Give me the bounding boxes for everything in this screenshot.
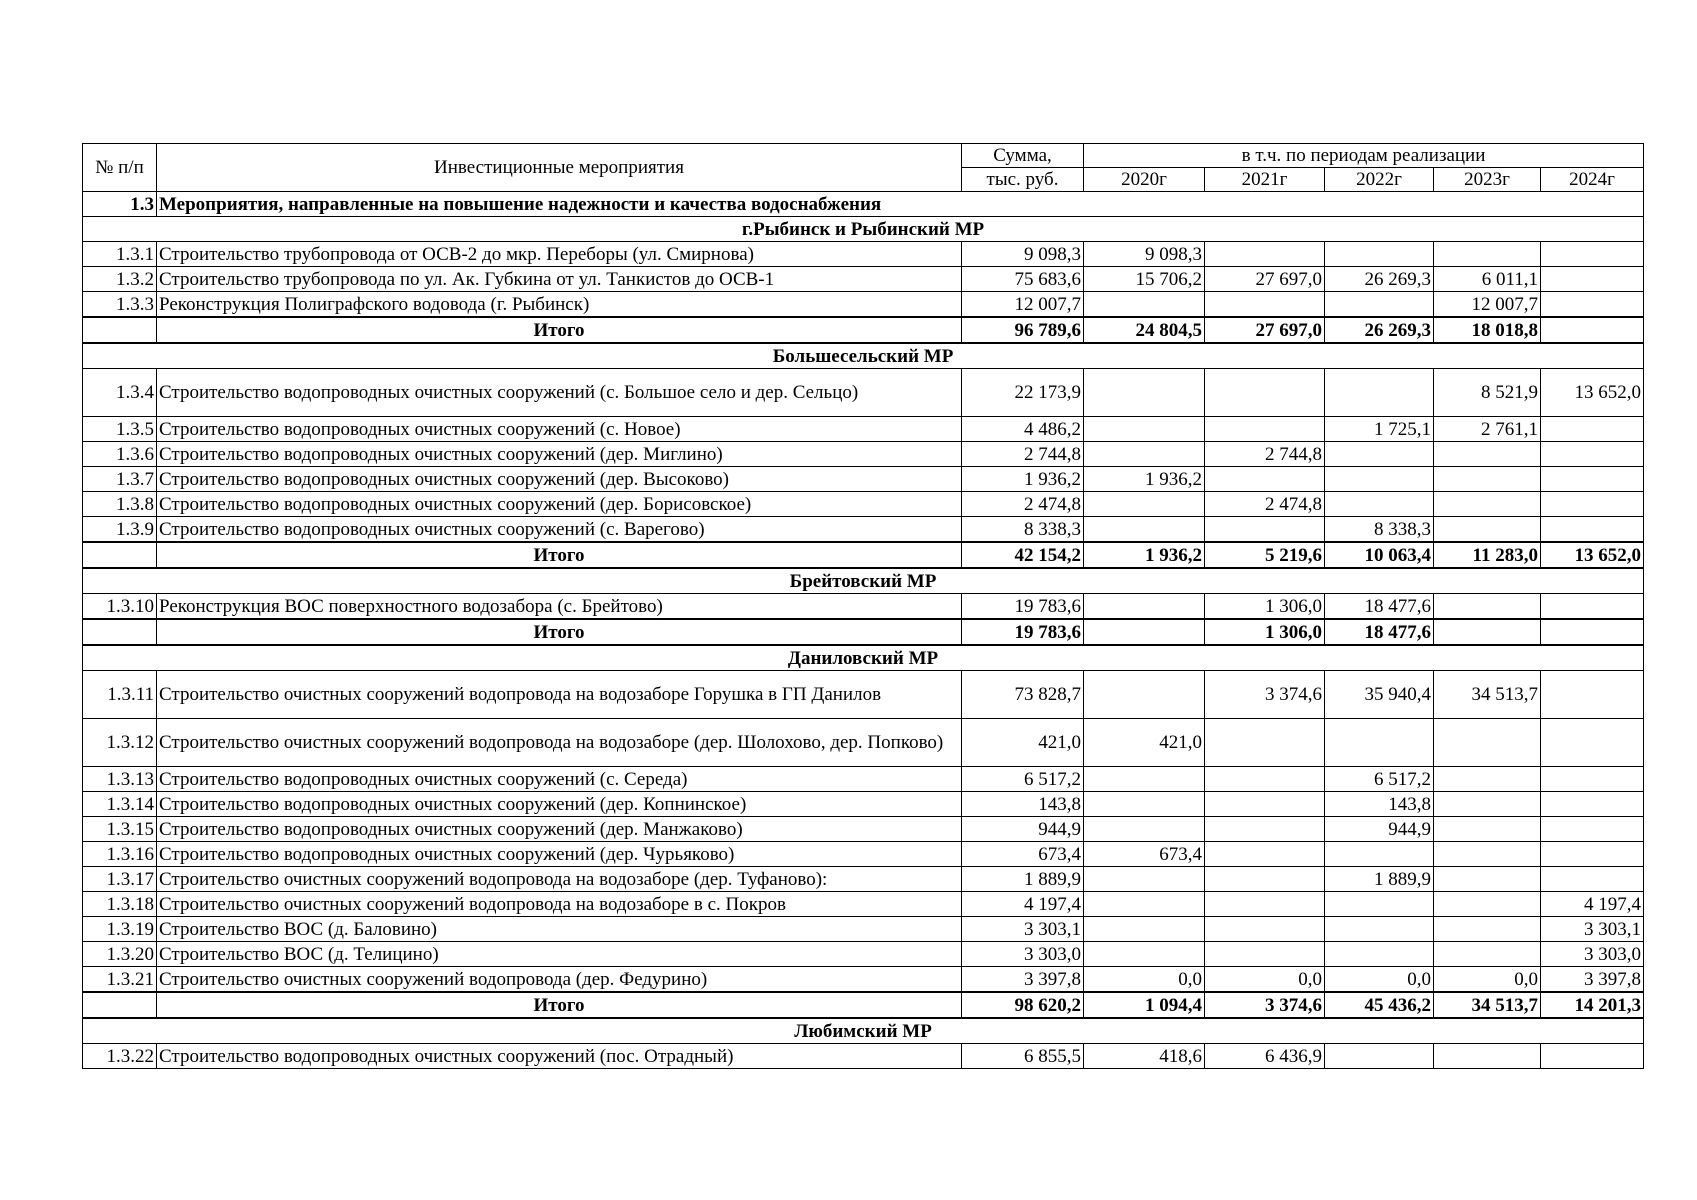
row-year-value: 13 652,0 <box>1541 369 1644 417</box>
row-year-value <box>1205 867 1325 892</box>
row-measure-name: Строительство водопроводных очистных сооружений (пос. Отрадный) <box>157 1044 962 1069</box>
table-body <box>83 144 1644 1069</box>
total-row <box>83 542 1644 568</box>
row-year-value <box>1541 417 1644 442</box>
row-year-value: 1 306,0 <box>1205 594 1325 620</box>
row-year-value <box>1541 517 1644 543</box>
table-row <box>83 719 1644 767</box>
row-year-value <box>1541 842 1644 867</box>
row-year-value <box>1541 767 1644 792</box>
total-year-value: 1 306,0 <box>1205 619 1325 645</box>
total-year-value: 11 283,0 <box>1434 542 1541 568</box>
row-year-value <box>1541 442 1644 467</box>
row-year-value <box>1541 671 1644 719</box>
table-row <box>83 817 1644 842</box>
row-number: 1.3.16 <box>83 842 157 867</box>
row-sum: 3 303,0 <box>962 942 1084 967</box>
row-sum: 1 889,9 <box>962 867 1084 892</box>
total-year-value: 1 936,2 <box>1084 542 1205 568</box>
row-number: 1.3.4 <box>83 369 157 417</box>
row-year-value <box>1205 817 1325 842</box>
row-measure-name: Строительство очистных сооружений водопровода на водозаборе в с. Покров <box>157 892 962 917</box>
row-sum: 2 744,8 <box>962 442 1084 467</box>
row-year-value <box>1084 671 1205 719</box>
total-year-value: 13 652,0 <box>1541 542 1644 568</box>
row-year-value <box>1325 892 1434 917</box>
row-year-value <box>1434 867 1541 892</box>
row-year-value: 1 936,2 <box>1084 467 1205 492</box>
row-year-value: 1 725,1 <box>1325 417 1434 442</box>
row-measure-name: Строительство водопроводных очистных сооружений (с. Большое село и дер. Сельцо) <box>157 369 962 417</box>
row-year-value <box>1434 767 1541 792</box>
row-number: 1.3.8 <box>83 492 157 517</box>
table-row <box>83 594 1644 620</box>
row-year-value <box>1434 442 1541 467</box>
row-measure-name: Строительство очистных сооружений водопровода на водозаборе Горушка в ГП Данилов <box>157 671 962 719</box>
row-year-value <box>1434 792 1541 817</box>
header-sum-line2: тыс. руб. <box>962 168 1084 192</box>
total-number-empty <box>83 542 157 568</box>
header-year: 2022г <box>1325 168 1434 192</box>
row-number: 1.3.12 <box>83 719 157 767</box>
row-sum: 3 303,1 <box>962 917 1084 942</box>
header-measures: Инвестиционные мероприятия <box>157 144 962 192</box>
table-row <box>83 967 1644 993</box>
total-year-value <box>1541 619 1644 645</box>
row-sum: 12 007,7 <box>962 292 1084 318</box>
row-year-value <box>1084 817 1205 842</box>
group-header-row <box>83 568 1644 594</box>
row-number: 1.3.20 <box>83 942 157 967</box>
row-sum: 3 397,8 <box>962 967 1084 993</box>
row-measure-name: Строительство очистных сооружений водопровода (дер. Федурино) <box>157 967 962 993</box>
row-year-value <box>1205 917 1325 942</box>
table-row <box>83 867 1644 892</box>
row-number: 1.3.15 <box>83 817 157 842</box>
row-sum: 4 486,2 <box>962 417 1084 442</box>
row-number: 1.3.7 <box>83 467 157 492</box>
row-year-value <box>1434 1044 1541 1069</box>
row-number: 1.3.18 <box>83 892 157 917</box>
total-year-value: 26 269,3 <box>1325 317 1434 343</box>
header-periods: в т.ч. по периодам реализации <box>1084 144 1644 168</box>
total-row <box>83 992 1644 1018</box>
table-row <box>83 467 1644 492</box>
row-measure-name: Строительство водопроводных очистных сооружений (дер. Манжаково) <box>157 817 962 842</box>
row-year-value: 15 706,2 <box>1084 267 1205 292</box>
investment-table <box>82 143 1644 1069</box>
row-year-value <box>1434 517 1541 543</box>
total-year-value: 10 063,4 <box>1325 542 1434 568</box>
row-year-value <box>1325 292 1434 318</box>
table-row <box>83 892 1644 917</box>
row-year-value <box>1084 867 1205 892</box>
total-sum: 98 620,2 <box>962 992 1084 1018</box>
row-year-value <box>1205 242 1325 267</box>
row-year-value <box>1205 467 1325 492</box>
total-label: Итого <box>157 992 962 1018</box>
row-measure-name: Строительство водопроводных очистных сооружений (дер. Чурьяково) <box>157 842 962 867</box>
row-year-value <box>1325 1044 1434 1069</box>
total-year-value <box>1434 619 1541 645</box>
row-measure-name: Строительство очистных сооружений водопровода на водозаборе (дер. Шолохово, дер. Попково) <box>157 719 962 767</box>
total-row <box>83 317 1644 343</box>
row-year-value: 34 513,7 <box>1434 671 1541 719</box>
row-measure-name: Строительство ВОС (д. Телицино) <box>157 942 962 967</box>
row-measure-name: Строительство очистных сооружений водопровода на водозаборе (дер. Туфаново): <box>157 867 962 892</box>
row-year-value <box>1325 719 1434 767</box>
row-sum: 421,0 <box>962 719 1084 767</box>
table-row <box>83 292 1644 318</box>
row-year-value <box>1084 917 1205 942</box>
table-row <box>83 442 1644 467</box>
row-year-value: 3 397,8 <box>1541 967 1644 993</box>
group-title: Брейтовский МР <box>83 568 1644 594</box>
row-year-value: 2 744,8 <box>1205 442 1325 467</box>
section-row <box>83 192 1644 217</box>
table-row <box>83 492 1644 517</box>
row-year-value <box>1541 867 1644 892</box>
row-year-value <box>1084 942 1205 967</box>
row-year-value: 1 889,9 <box>1325 867 1434 892</box>
total-sum: 19 783,6 <box>962 619 1084 645</box>
row-year-value: 418,6 <box>1084 1044 1205 1069</box>
row-year-value <box>1434 817 1541 842</box>
row-year-value <box>1205 942 1325 967</box>
row-year-value <box>1084 767 1205 792</box>
group-header-row <box>83 217 1644 242</box>
row-year-value <box>1205 892 1325 917</box>
total-sum: 96 789,6 <box>962 317 1084 343</box>
row-measure-name: Строительство водопроводных очистных сооружений (дер. Копнинское) <box>157 792 962 817</box>
header-year: 2021г <box>1205 168 1325 192</box>
total-number-empty <box>83 992 157 1018</box>
total-label: Итого <box>157 619 962 645</box>
row-year-value: 3 374,6 <box>1205 671 1325 719</box>
row-year-value <box>1205 292 1325 318</box>
row-year-value: 143,8 <box>1325 792 1434 817</box>
header-year: 2023г <box>1434 168 1541 192</box>
row-sum: 22 173,9 <box>962 369 1084 417</box>
row-year-value <box>1325 942 1434 967</box>
row-number: 1.3.17 <box>83 867 157 892</box>
row-measure-name: Строительство водопроводных очистных сооружений (дер. Миглино) <box>157 442 962 467</box>
row-sum: 673,4 <box>962 842 1084 867</box>
total-year-value: 5 219,6 <box>1205 542 1325 568</box>
total-year-value: 24 804,5 <box>1084 317 1205 343</box>
total-number-empty <box>83 317 157 343</box>
row-year-value <box>1541 467 1644 492</box>
row-number: 1.3.3 <box>83 292 157 318</box>
row-year-value <box>1434 594 1541 620</box>
row-sum: 9 098,3 <box>962 242 1084 267</box>
row-number: 1.3.1 <box>83 242 157 267</box>
total-year-value: 45 436,2 <box>1325 992 1434 1018</box>
row-number: 1.3.21 <box>83 967 157 993</box>
row-measure-name: Реконструкция Полиграфского водовода (г. Рыбинск) <box>157 292 962 318</box>
total-year-value <box>1541 317 1644 343</box>
group-header-row <box>83 1018 1644 1044</box>
total-year-value: 27 697,0 <box>1205 317 1325 343</box>
group-title: Даниловский МР <box>83 645 1644 671</box>
row-year-value: 8 521,9 <box>1434 369 1541 417</box>
row-sum: 6 517,2 <box>962 767 1084 792</box>
row-year-value <box>1205 767 1325 792</box>
section-title: Мероприятия, направленные на повышение надежности и качества водоснабжения <box>157 192 1644 217</box>
row-year-value: 18 477,6 <box>1325 594 1434 620</box>
row-number: 1.3.6 <box>83 442 157 467</box>
group-title: г.Рыбинск и Рыбинский МР <box>83 217 1644 242</box>
row-year-value <box>1434 917 1541 942</box>
row-sum: 19 783,6 <box>962 594 1084 620</box>
row-number: 1.3.9 <box>83 517 157 543</box>
header-num: № п/п <box>83 144 157 192</box>
total-sum: 42 154,2 <box>962 542 1084 568</box>
total-year-value: 18 018,8 <box>1434 317 1541 343</box>
total-label: Итого <box>157 317 962 343</box>
row-year-value <box>1205 842 1325 867</box>
row-year-value: 3 303,1 <box>1541 917 1644 942</box>
header-year: 2024г <box>1541 168 1644 192</box>
table-row <box>83 767 1644 792</box>
row-year-value <box>1541 792 1644 817</box>
row-year-value <box>1434 242 1541 267</box>
table-row <box>83 417 1644 442</box>
row-sum: 944,9 <box>962 817 1084 842</box>
total-year-value <box>1084 619 1205 645</box>
row-year-value <box>1541 242 1644 267</box>
section-number: 1.3 <box>83 192 157 217</box>
row-year-value <box>1434 842 1541 867</box>
row-year-value <box>1084 417 1205 442</box>
total-year-value: 1 094,4 <box>1084 992 1205 1018</box>
group-header-row <box>83 645 1644 671</box>
row-measure-name: Строительство водопроводных очистных сооружений (с. Варегово) <box>157 517 962 543</box>
row-number: 1.3.10 <box>83 594 157 620</box>
row-year-value <box>1084 292 1205 318</box>
table-row <box>83 842 1644 867</box>
row-year-value: 35 940,4 <box>1325 671 1434 719</box>
row-year-value: 0,0 <box>1325 967 1434 993</box>
row-year-value <box>1205 792 1325 817</box>
row-number: 1.3.5 <box>83 417 157 442</box>
row-year-value <box>1084 594 1205 620</box>
row-year-value <box>1541 1044 1644 1069</box>
row-year-value <box>1084 517 1205 543</box>
row-year-value: 6 436,9 <box>1205 1044 1325 1069</box>
row-year-value: 6 011,1 <box>1434 267 1541 292</box>
row-year-value: 6 517,2 <box>1325 767 1434 792</box>
table-row <box>83 792 1644 817</box>
row-year-value: 0,0 <box>1434 967 1541 993</box>
row-year-value <box>1084 792 1205 817</box>
row-sum: 1 936,2 <box>962 467 1084 492</box>
row-year-value <box>1325 842 1434 867</box>
row-year-value <box>1084 442 1205 467</box>
row-year-value: 2 474,8 <box>1205 492 1325 517</box>
row-year-value <box>1205 417 1325 442</box>
row-measure-name: Строительство водопроводных очистных сооружений (с. Середа) <box>157 767 962 792</box>
total-year-value: 14 201,3 <box>1541 992 1644 1018</box>
group-header-row <box>83 343 1644 369</box>
row-year-value <box>1434 492 1541 517</box>
row-year-value: 4 197,4 <box>1541 892 1644 917</box>
row-year-value: 944,9 <box>1325 817 1434 842</box>
row-measure-name: Строительство трубопровода от ОСВ-2 до мкр. Переборы (ул. Смирнова) <box>157 242 962 267</box>
table-row <box>83 671 1644 719</box>
table-row <box>83 917 1644 942</box>
total-year-value: 18 477,6 <box>1325 619 1434 645</box>
row-sum: 2 474,8 <box>962 492 1084 517</box>
row-sum: 73 828,7 <box>962 671 1084 719</box>
row-year-value: 26 269,3 <box>1325 267 1434 292</box>
row-sum: 75 683,6 <box>962 267 1084 292</box>
row-measure-name: Строительство водопроводных очистных сооружений (дер. Борисовское) <box>157 492 962 517</box>
row-sum: 4 197,4 <box>962 892 1084 917</box>
header-row-1 <box>83 144 1644 168</box>
total-year-value: 34 513,7 <box>1434 992 1541 1018</box>
row-year-value: 27 697,0 <box>1205 267 1325 292</box>
row-year-value <box>1325 369 1434 417</box>
table-row <box>83 942 1644 967</box>
row-year-value <box>1325 442 1434 467</box>
row-year-value: 673,4 <box>1084 842 1205 867</box>
total-label: Итого <box>157 542 962 568</box>
row-year-value <box>1205 719 1325 767</box>
row-measure-name: Строительство трубопровода по ул. Ак. Губкина от ул. Танкистов до ОСВ-1 <box>157 267 962 292</box>
row-year-value <box>1541 817 1644 842</box>
row-year-value <box>1325 492 1434 517</box>
row-year-value: 12 007,7 <box>1434 292 1541 318</box>
row-year-value: 3 303,0 <box>1541 942 1644 967</box>
row-year-value: 0,0 <box>1205 967 1325 993</box>
total-number-empty <box>83 619 157 645</box>
row-year-value <box>1434 942 1541 967</box>
row-year-value <box>1541 267 1644 292</box>
row-year-value: 9 098,3 <box>1084 242 1205 267</box>
row-measure-name: Строительство водопроводных очистных сооружений (дер. Высоково) <box>157 467 962 492</box>
row-year-value <box>1205 369 1325 417</box>
row-year-value: 2 761,1 <box>1434 417 1541 442</box>
table-row <box>83 267 1644 292</box>
header-year: 2020г <box>1084 168 1205 192</box>
row-year-value: 8 338,3 <box>1325 517 1434 543</box>
row-number: 1.3.2 <box>83 267 157 292</box>
row-year-value <box>1084 492 1205 517</box>
row-year-value <box>1541 492 1644 517</box>
row-year-value <box>1325 467 1434 492</box>
row-year-value <box>1541 292 1644 318</box>
row-measure-name: Строительство ВОС (д. Баловино) <box>157 917 962 942</box>
row-year-value <box>1084 369 1205 417</box>
row-year-value: 0,0 <box>1084 967 1205 993</box>
row-year-value <box>1434 892 1541 917</box>
table-row <box>83 369 1644 417</box>
total-year-value: 3 374,6 <box>1205 992 1325 1018</box>
row-year-value <box>1434 467 1541 492</box>
total-row <box>83 619 1644 645</box>
table-row <box>83 517 1644 543</box>
row-year-value <box>1325 917 1434 942</box>
row-year-value <box>1325 242 1434 267</box>
row-year-value: 421,0 <box>1084 719 1205 767</box>
row-year-value <box>1084 892 1205 917</box>
row-number: 1.3.19 <box>83 917 157 942</box>
row-number: 1.3.22 <box>83 1044 157 1069</box>
row-sum: 143,8 <box>962 792 1084 817</box>
row-measure-name: Строительство водопроводных очистных сооружений (с. Новое) <box>157 417 962 442</box>
table-row <box>83 242 1644 267</box>
row-measure-name: Реконструкция ВОС поверхностного водозабора (с. Брейтово) <box>157 594 962 620</box>
header-sum-line1: Сумма, <box>962 144 1084 168</box>
row-sum: 6 855,5 <box>962 1044 1084 1069</box>
row-year-value <box>1434 719 1541 767</box>
row-year-value <box>1205 517 1325 543</box>
group-title: Большесельский МР <box>83 343 1644 369</box>
row-sum: 8 338,3 <box>962 517 1084 543</box>
row-year-value <box>1541 719 1644 767</box>
group-title: Любимский МР <box>83 1018 1644 1044</box>
row-number: 1.3.14 <box>83 792 157 817</box>
row-year-value <box>1541 594 1644 620</box>
table-row <box>83 1044 1644 1069</box>
row-number: 1.3.13 <box>83 767 157 792</box>
row-number: 1.3.11 <box>83 671 157 719</box>
